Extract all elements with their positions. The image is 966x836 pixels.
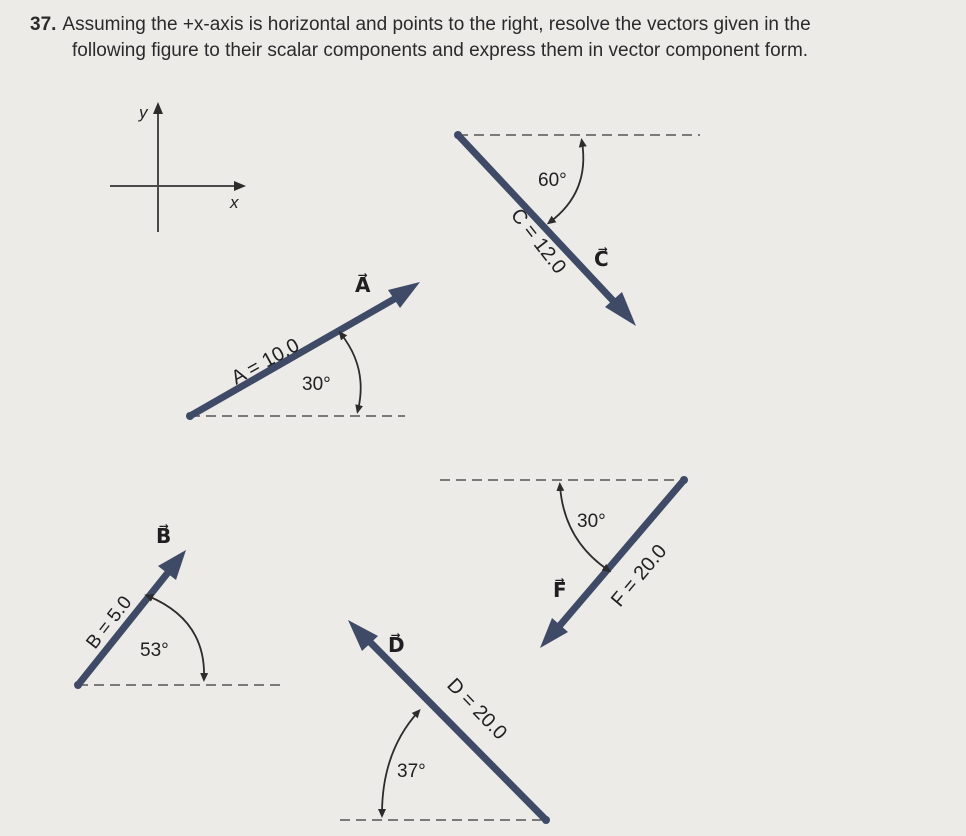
coordinate-axes: [110, 102, 246, 232]
vector-b-name: B⃗: [156, 526, 172, 548]
vector-b-tail: [74, 681, 82, 689]
vector-d-shaft: [368, 640, 546, 820]
vector-b-group: [74, 523, 286, 689]
vector-c-group: [454, 131, 700, 326]
vector-b-magnitude-label: B = 5.0: [82, 592, 137, 654]
problem-number: 37.: [30, 14, 57, 35]
x-axis-arrow-icon: [234, 181, 246, 191]
vector-f-name: F⃗: [553, 580, 567, 602]
problem-text-line-2: following figure to their scalar components and express them in vector component form.: [72, 40, 809, 61]
vector-d-tail: [542, 816, 550, 824]
vector-f-angle-label: 30°: [577, 511, 606, 532]
vector-a-angle-label: 30°: [302, 374, 331, 395]
vector-a-angle-arc: [341, 334, 361, 410]
vector-c-shaft: [458, 135, 618, 306]
vector-b-angle-label: 53°: [140, 640, 169, 661]
vector-f-magnitude-label: F = 20.0: [606, 540, 672, 612]
vector-f-group: [440, 476, 688, 648]
vector-c-tail: [454, 131, 462, 139]
vector-f-tail: [680, 476, 688, 484]
x-axis-label: x: [230, 193, 239, 212]
vector-b-angle-arc: [148, 596, 204, 678]
vector-a-name: A⃗: [355, 275, 371, 297]
vector-d-magnitude-label: D = 20.0: [442, 674, 512, 745]
y-axis-arrow-icon: [153, 102, 163, 114]
vector-d-angle-label: 37°: [397, 761, 426, 782]
problem-text-line-1: Assuming the +x-axis is horizontal and points to the right, resolve the vectors given in the: [62, 14, 811, 35]
vector-a-tail: [186, 412, 194, 420]
vector-a-group: [186, 272, 420, 420]
vector-d-group: [340, 620, 550, 824]
vector-a-magnitude-label: A = 10.0: [227, 334, 304, 390]
vector-c-angle-label: 60°: [538, 170, 567, 191]
vector-d-name: D⃗: [388, 635, 405, 657]
vector-a-arrowhead-icon: [388, 282, 420, 308]
y-axis-label: y: [139, 103, 148, 122]
vector-c-name: C⃗: [594, 249, 609, 271]
vector-c-magnitude-label: C = 12.0: [506, 204, 571, 279]
